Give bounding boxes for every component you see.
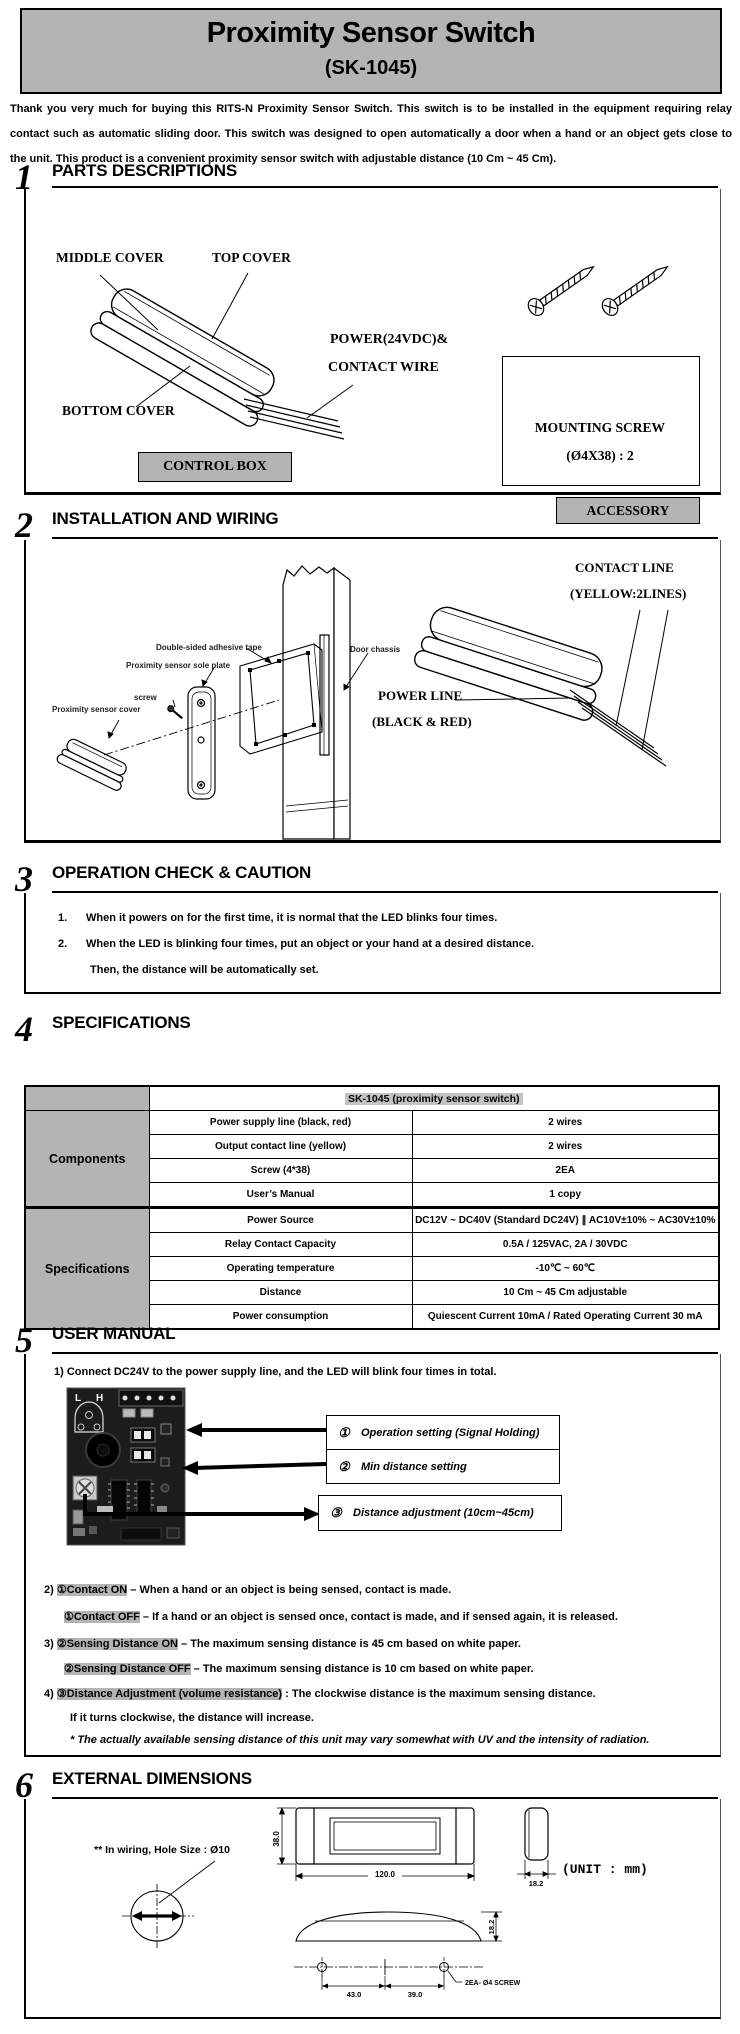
callout-1-text: Operation setting (Signal Holding) (361, 1426, 540, 1439)
label-power-line-1: POWER LINE (378, 688, 463, 703)
step-tag: ③Distance Adjustment (volume resistance) (56, 1688, 283, 1700)
label-accessory: ACCESSORY (556, 497, 700, 524)
section3-number: 3 (15, 859, 33, 899)
label-power-line-2: (BLACK & RED) (372, 714, 472, 729)
model-number: (SK-1045) (324, 57, 418, 79)
spec-value: 1 copy (412, 1183, 719, 1208)
step-tag: ①Contact ON (56, 1584, 128, 1596)
label-middle-cover: MIDDLE COVER (56, 250, 164, 265)
sole-plate-drawing (188, 687, 215, 799)
caution-item-3: Then, the distance will be automatically set. (90, 964, 319, 976)
door-chassis-drawing (283, 566, 350, 839)
label-power-wire-1: POWER(24VDC)& (330, 332, 449, 347)
dim-120: 120.0 (374, 1870, 396, 1879)
side-view (525, 1808, 548, 1860)
section6-number: 6 (15, 1765, 33, 1805)
caution-item-1: When it powers on for the first time, it is normal that the LED blinks four times. (86, 912, 498, 924)
section4-number: 4 (15, 1009, 33, 1049)
dim-18-side: 18.2 (528, 1879, 544, 1888)
dimensions-drawing (24, 1799, 718, 2017)
section2-number: 2 (15, 505, 33, 545)
section1-title: PARTS DESCRIPTIONS (52, 161, 237, 180)
spec-value: 2 wires (412, 1111, 719, 1135)
dim-18-dome: 18.2 (487, 1919, 496, 1935)
callout-3 (319, 1496, 561, 1530)
manual-step-1: 1) Connect DC24V to the power supply line, and the LED will blink four times in total. (54, 1366, 497, 1378)
caution-item-1-number: 1. (58, 912, 68, 924)
label-screw: screw (134, 693, 157, 702)
spec-value: 2 wires (412, 1135, 719, 1159)
spec-label: Screw (4*38) (149, 1159, 412, 1183)
front-view (296, 1808, 474, 1864)
section5-title: USER MANUAL (52, 1324, 176, 1343)
step-text: – The maximum sensing distance is 10 cm based on white paper. (190, 1663, 534, 1675)
step-tag: ②Sensing Distance OFF (64, 1663, 191, 1675)
section1-rule (52, 186, 718, 188)
spec-value: Quiescent Current 10mA / Rated Operating Current 30 mA (412, 1305, 719, 1330)
step-tag: ②Sensing Distance ON (56, 1638, 178, 1650)
label-sensor-cover: Proximity sensor cover (52, 705, 141, 714)
pcb-l-mark: L (75, 1393, 82, 1404)
section5-number: 5 (15, 1320, 33, 1360)
hole-drawing (122, 1884, 194, 1949)
step-prefix: 3) (44, 1638, 57, 1650)
label-contact-line-1: CONTACT LINE (575, 560, 674, 575)
step-text: – The maximum sensing distance is 45 cm based on white paper. (177, 1638, 521, 1650)
callout-1 (327, 1416, 559, 1449)
step-prefix: 2) (44, 1584, 57, 1596)
step-tag: ①Contact OFF (64, 1611, 140, 1623)
caution-item-2-number: 2. (58, 938, 68, 950)
group-specifications: Specifications (25, 1208, 149, 1330)
spec-value: 0.5A / 125VAC, 2A / 30VDC (412, 1233, 719, 1257)
spec-label: Distance (149, 1281, 412, 1305)
callout-2-text: Min distance setting (361, 1460, 467, 1473)
sensor-cover-drawing (56, 736, 131, 792)
hole-size-note: ** In wiring, Hole Size : Ø10 (94, 1844, 230, 1856)
circled-1-icon: ① (338, 1424, 350, 1440)
spec-value: 2EA (412, 1159, 719, 1183)
mounting-screws-drawing (525, 259, 672, 318)
spec-value: -10℃ ~ 60℃ (412, 1257, 719, 1281)
table-header-text: SK-1045 (proximity sensor switch) (345, 1093, 523, 1105)
circled-3-icon: ③ (330, 1505, 342, 1520)
spec-label: Output contact line (yellow) (149, 1135, 412, 1159)
label-mounting-screw-1: MOUNTING SCREW (534, 420, 666, 435)
page-title: Proximity Sensor Switch (206, 17, 536, 49)
label-power-wire-2: CONTACT WIRE (328, 360, 439, 375)
profile-view (296, 1912, 481, 1941)
section6-title: EXTERNAL DIMENSIONS (52, 1769, 252, 1788)
spec-label: User’s Manual (149, 1183, 412, 1208)
pcb-h-mark: H (96, 1393, 104, 1404)
mounting-holes-drawing (294, 1957, 484, 1990)
installation-diagram (24, 540, 718, 840)
step-prefix: 4) (44, 1688, 57, 1700)
dim-43: 43.0 (346, 1990, 362, 1999)
manual-note: * The actually available sensing distance of this unit may vary somewhat with UV and the intensity of radiation. (70, 1734, 650, 1746)
title-box (20, 8, 722, 94)
label-control-box: CONTROL BOX (138, 452, 292, 482)
screw-note: 2EA- Ø4 SCREW (465, 1980, 521, 1987)
label-sole-plate: Proximity sensor sole plate (126, 661, 231, 670)
label-top-cover: TOP COVER (212, 250, 291, 265)
dim-38: 38.0 (272, 1831, 281, 1847)
label-door-chassis: Door chassis (350, 645, 401, 654)
label-mounting-screw-2: (Ø4X38) : 2 (566, 448, 634, 463)
spec-value: 10 Cm ~ 45 Cm adjustable (412, 1281, 719, 1305)
label-contact-line-2: (YELLOW:2LINES) (570, 586, 687, 601)
spec-label: Power consumption (149, 1305, 412, 1330)
spec-label: Power Source (149, 1208, 412, 1233)
label-bottom-cover: BOTTOM COVER (62, 403, 175, 418)
group-components: Components (25, 1111, 149, 1208)
spec-value: DC12V ~ DC40V (Standard DC24V) ∥ AC10V±10% ~ AC30V±10% (412, 1208, 719, 1233)
spec-label: Operating temperature (149, 1257, 412, 1281)
section1-number: 1 (15, 157, 33, 197)
callout-box-3 (318, 1495, 562, 1531)
table-header-cell (149, 1086, 719, 1111)
section2-title: INSTALLATION AND WIRING (52, 509, 279, 528)
circled-2-icon: ② (338, 1458, 350, 1474)
callout-2 (327, 1449, 559, 1483)
specifications-table (24, 1085, 720, 1330)
caution-item-2: When the LED is blinking four times, put an object or your hand at a desired distance. (86, 938, 535, 950)
spec-label: Relay Contact Capacity (149, 1233, 412, 1257)
section3-title: OPERATION CHECK & CAUTION (52, 863, 312, 882)
table-corner-cell (25, 1086, 149, 1111)
step-text: – If a hand or an object is sensed once, contact is made, and if sensed again, it is released. (139, 1611, 618, 1623)
step-text: – When a hand or an object is being sensed, contact is made. (127, 1584, 452, 1596)
section2-rule (52, 537, 718, 539)
section4-title: SPECIFICATIONS (52, 1013, 191, 1032)
label-tape: Double-sided adhesive tape (156, 643, 262, 652)
step-text: : The clockwise distance is the maximum sensing distance. (282, 1688, 596, 1700)
intro-paragraph: Thank you very much for buying this RITS-N Proximity Sensor Switch. This switch is to be installed in the equipment requiring relay contact such as automatic sliding door. This switch was designed to open automatically a door when a hand or an object gets close to the unit. This product is a convenient proximity sensor switch with adjustable distance (10 Cm ~ 45 Cm). (10, 103, 732, 165)
unit-label: (UNIT : mm) (562, 1862, 648, 1877)
spec-label: Power supply line (black, red) (149, 1111, 412, 1135)
step-text: If it turns clockwise, the distance will increase. (70, 1712, 314, 1724)
callout-3-text: Distance adjustment (10cm~45cm) (353, 1507, 534, 1519)
dim-39: 39.0 (407, 1990, 423, 1999)
callout-box-12 (326, 1415, 560, 1484)
